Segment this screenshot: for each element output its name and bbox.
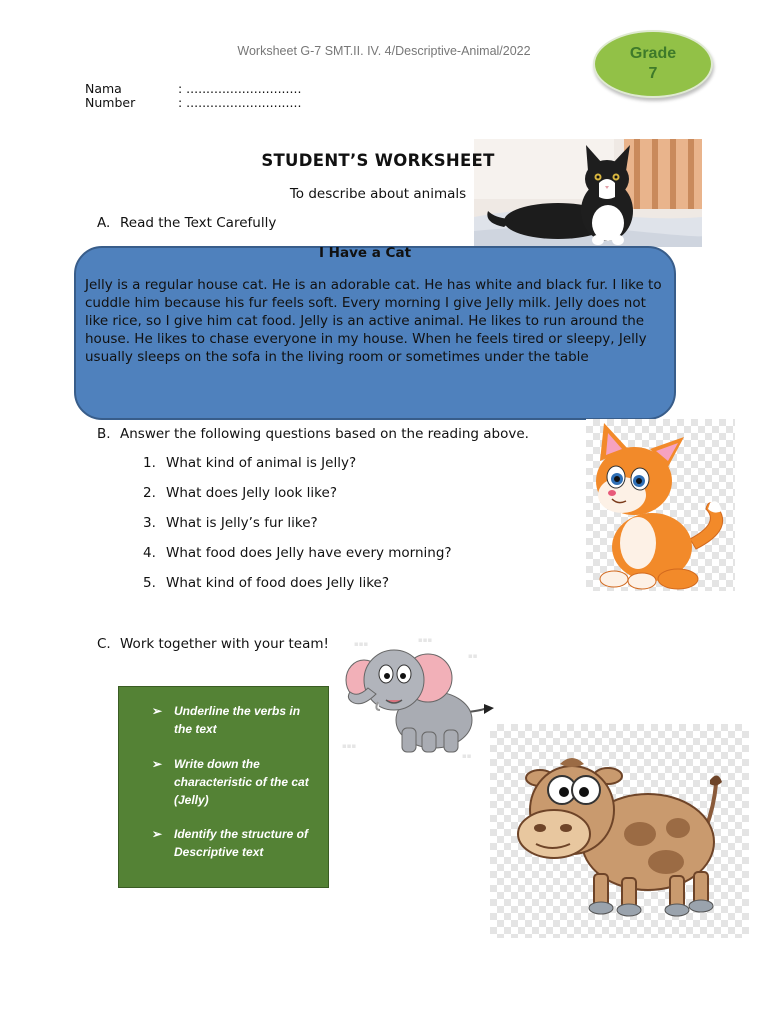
section-a-heading	[97, 215, 276, 231]
task-text: Underline the verbs in the text	[174, 704, 301, 736]
question-number: 3.	[143, 515, 156, 531]
question-number: 2.	[143, 485, 156, 501]
svg-text:▪▪▪: ▪▪▪	[418, 636, 433, 644]
task-text: Write down the characteristic of the cat (Jelly)	[174, 757, 309, 807]
question-number: 4.	[143, 545, 156, 561]
svg-text:▪▪▪: ▪▪▪	[342, 742, 357, 750]
task-bullet-icon: ➢	[152, 827, 163, 841]
task-item	[152, 755, 317, 809]
grade-number: 7	[648, 65, 658, 82]
svg-text:▪▪▪: ▪▪▪	[354, 640, 369, 648]
question-number: 1.	[143, 455, 156, 471]
name-row	[85, 81, 301, 96]
name-field[interactable]: : .............................	[178, 81, 302, 96]
question-item	[143, 485, 337, 501]
question-item	[143, 515, 318, 531]
task-item	[152, 702, 317, 738]
section-b-label: Answer the following questions based on the reading above.	[120, 426, 529, 442]
question-number: 5.	[143, 575, 156, 591]
name-label: Nama	[85, 81, 122, 96]
section-c-marker: C.	[97, 636, 111, 652]
question-text: What does Jelly look like?	[166, 485, 337, 501]
task-text: Identify the structure of Descriptive text	[174, 827, 309, 859]
number-label: Number	[85, 95, 136, 110]
task-item	[152, 825, 317, 861]
worksheet-subtitle: To describe about animals	[289, 186, 467, 202]
task-bullet-icon: ➢	[152, 757, 163, 771]
question-item	[143, 455, 356, 471]
cow-cartoon	[490, 724, 749, 938]
worksheet-title: STUDENT’S WORKSHEET	[261, 151, 495, 170]
question-item	[143, 575, 389, 591]
task-bullet-icon: ➢	[152, 704, 163, 718]
number-field[interactable]: : .............................	[178, 95, 302, 110]
section-a-marker: A.	[97, 215, 111, 231]
passage-title: I Have a Cat	[318, 245, 412, 261]
section-c-label: Work together with your team!	[120, 636, 329, 652]
question-text: What food does Jelly have every morning?	[166, 545, 452, 561]
question-text: What kind of food does Jelly like?	[166, 575, 390, 591]
elephant-cartoon	[338, 628, 500, 776]
question-text: What kind of animal is Jelly?	[166, 455, 357, 471]
section-a-label: Read the Text Carefully	[120, 215, 277, 231]
number-row	[85, 95, 301, 110]
section-b-marker: B.	[97, 426, 111, 442]
grade-badge	[593, 30, 713, 98]
passage-body: Jelly is a regular house cat. He is an adorable cat. He has white and black fur. I like to cuddle him because his fur feels soft. Every morning I give Jelly milk. Jelly does not like rice, so I give him cat food. Jelly is an active animal. He likes to run around the house. He likes to chase everyone in my house. When he feels tired or sleepy, Jelly usually sleeps on the sofa in the living room or sometimes under the table	[85, 277, 662, 365]
orange-cartoon-cat	[586, 419, 735, 591]
svg-text:▪▪: ▪▪	[462, 752, 472, 760]
svg-text:▪▪: ▪▪	[468, 652, 478, 660]
worksheet-header: Worksheet G-7 SMT.II. IV. 4/Descriptive-Animal/2022	[237, 44, 531, 58]
question-text: What is Jelly’s fur like?	[166, 515, 318, 531]
section-c-heading	[97, 636, 329, 652]
question-item	[143, 545, 452, 561]
section-b-heading	[97, 426, 529, 442]
grade-label: Grade	[629, 45, 677, 62]
